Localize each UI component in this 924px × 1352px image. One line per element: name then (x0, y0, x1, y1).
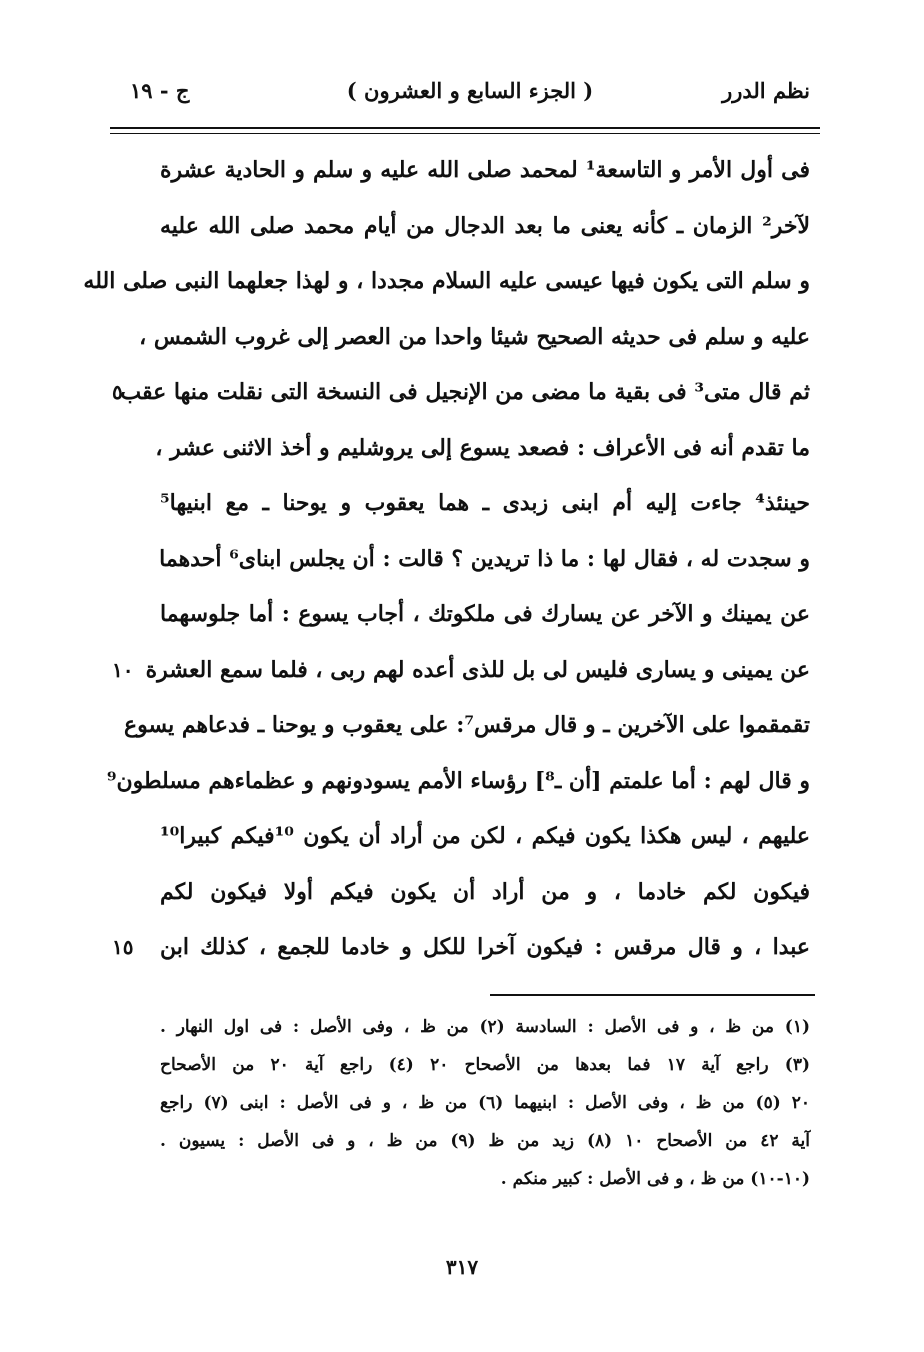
footnote-line: (٣) راجع آية ١٧ فما بعدها من الأصحاح ٢٠ (٤) راجع آية ٢٠ من الأصحاح (160, 1055, 811, 1075)
text-line (83, 261, 810, 317)
text-line-content: فى أول الأمر و التاسعة¹ لمحمد صلى الله عليه و سلم و الحادية عشرة (160, 157, 810, 183)
text-line-content: عن يمينك و الآخر عن يسارك فى ملكوتك ، أجاب يسوع : أما جلوسهما (160, 601, 810, 627)
footnote-line: ٢٠ (٥) من ظ ، وفى الأصل : ابنيهما (٦) من ظ ، و فى الأصل : ابنى (٧) راجع (160, 1093, 811, 1113)
text-line (112, 372, 810, 428)
footnote-line: (١٠-١٠) من ظ ، و فى الأصل : كبير منكم . (500, 1169, 810, 1189)
text-line-content: ثم قال متى³ فى بقية ما مضى من الإنجيل فى النسخة التى نقلت منها عقب (120, 379, 810, 405)
volume-label: ج - ١٩ (130, 78, 190, 103)
line-number: ١٥ (112, 935, 134, 959)
text-line-content: عليهم ، ليس هكذا يكون فيكم ، لكن من أراد أن يكون ¹⁰فيكم كبيرا¹⁰ (160, 823, 810, 849)
text-line (160, 206, 810, 262)
text-line-content: عن يمينى و يسارى فليس لى بل للذى أعده لهم ربى ، فلما سمع العشرة (145, 656, 810, 683)
text-line (160, 150, 810, 206)
text-line (139, 317, 810, 373)
text-line (160, 816, 810, 872)
text-line-content: حينئذ⁴ جاءت إليه أم ابنى زبدى ـ هما يعقوب و يوحنا ـ مع ابنيها⁵ (160, 490, 810, 516)
text-line-content: فيكون لكم خادما ، و من أراد أن يكون فيكم أولا فيكون لكم (160, 878, 810, 905)
main-text (83, 150, 810, 983)
line-number: ١٠ (112, 657, 134, 682)
line-number: ٥ (112, 380, 123, 404)
text-line (160, 594, 810, 650)
text-line (160, 483, 810, 539)
footnote-line: (١) من ظ ، و فى الأصل : السادسة (٢) من ظ ، وفى الأصل : فى اول النهار . (160, 1017, 810, 1037)
text-line-content: و قال لهم : أما علمتم [أن ـ⁸] رؤساء الأمم يسودونهم و عظماءهم مسلطون⁹ (106, 767, 810, 794)
part-title: ( الجزء السابع و العشرون ) (346, 78, 594, 103)
text-line (124, 705, 810, 761)
book-title: نظم الدرر (722, 78, 810, 103)
header-rule-thin (110, 133, 820, 134)
header-rule (110, 127, 820, 129)
text-line-content: ما تقدم أنه فى الأعراف : فصعد يسوع إلى يروشليم و أخذ الاثنى عشر ، (155, 434, 810, 461)
text-line-content: لآخر² الزمان ـ كأنه يعنى ما بعد الدجال من أيام محمد صلى الله عليه (160, 212, 810, 239)
text-line (112, 650, 810, 706)
text-line-content: تقمقموا على الآخرين ـ و قال مرقس⁷: على يعقوب و يوحنا ـ فدعاهم يسوع (124, 712, 810, 738)
text-line (160, 872, 810, 928)
text-line-content: عليه و سلم فى حديثه الصحيح شيئا واحدا من العصر إلى غروب الشمس ، (139, 323, 810, 350)
text-line (160, 539, 810, 595)
text-line (106, 761, 810, 817)
text-line (155, 428, 810, 484)
footnotes (160, 1012, 810, 1202)
text-line-content: و سلم التى يكون فيها عيسى عليه السلام مجددا ، و لهذا جعلهما النبى صلى الله (83, 268, 810, 294)
running-header (130, 78, 810, 118)
page-number: ٣١٧ (445, 1255, 479, 1279)
text-line-content: عبدا ، و قال مرقس : فيكون آخرا للكل و خادما للجمع ، كذلك ابن (160, 934, 810, 960)
text-line-content: و سجدت له ، فقال لها : ما ذا تريدين ؟ قالت : أن يجلس ابناى⁶ أحدهما (159, 545, 810, 572)
footnote-line: آية ٤٢ من الأصحاح ١٠ (٨) زيد من ظ (٩) من ظ ، و فى الأصل : يسيون . (160, 1131, 810, 1151)
text-line (112, 927, 810, 983)
footnote-separator (490, 994, 815, 996)
